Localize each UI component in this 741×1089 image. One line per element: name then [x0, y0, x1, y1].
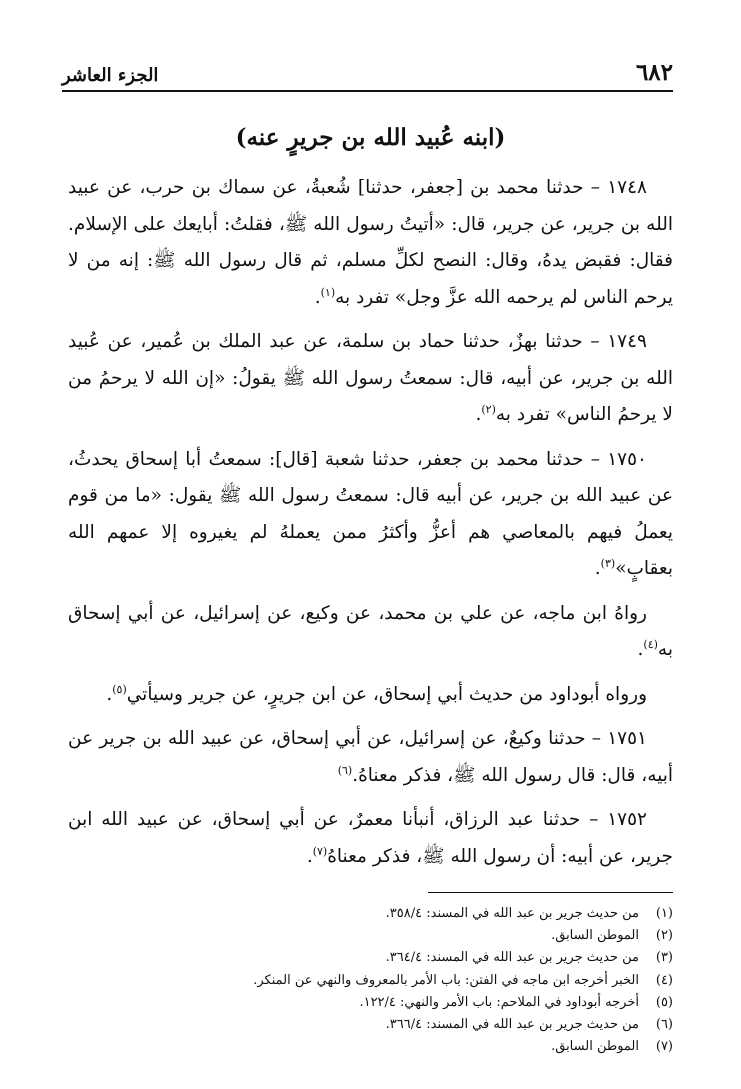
footnote-ref: (٥): [112, 682, 127, 696]
footnote-item: (٥)أخرجه أبوداود في الملاحم: باب الأمر والنهي: ١٢٢/٤.: [359, 994, 673, 1010]
hadith-1752: ١٧٥٢ – حدثنا عبد الرزاق، أنبأنا معمرٌ، عن أبي إسحاق، عن عبيد الله ابن جرير، عن أبيه: أن رسول الله ﷺ، فذكر معناهُ$^{(٧)}$.: [68, 809, 673, 867]
volume-title: الجزء العاشر: [62, 65, 159, 86]
footnote-ref: (٤): [643, 637, 658, 651]
footnote-item: (٦)من حديث جرير بن عبد الله في المسند: ٣٦٦/٤.: [385, 1017, 673, 1033]
footnote-item: (٣)من حديث جرير بن عبد الله في المسند: ٣٦٤/٤.: [385, 950, 673, 966]
footnote-item: (٢)الموطن السابق.: [551, 928, 673, 944]
footnote-divider: [428, 892, 673, 893]
footnote-ref: (٢): [481, 402, 496, 416]
main-text: [68, 170, 673, 883]
footnote-item: (٤)الخبر أخرجه ابن ماجه في الفتن: باب الأمر بالمعروف والنهي عن المنكر.: [253, 972, 673, 988]
footnote-ref: (٣): [600, 556, 616, 570]
page-number: ٦٨٢: [635, 59, 673, 86]
hadith-1750: ١٧٥٠ – حدثنا محمد بن جعفر، حدثنا شعبة [قال]: سمعتُ أبا إسحاق يحدثُ، عن عبيد الله بن جرير، عن أبيه قال: سمعتُ رسول الله ﷺ يقول: «ما من قوم يعملُ فيهم بالمعاصي هم أعزُّ وأكثرُ ممن يعملهُ لم يغيروه إلا عمهم الله بعقابٍ»$^{(٣)}$.: [68, 448, 673, 579]
narration-abu-dawud: ورواه أبوداود من حديث أبي إسحاق، عن ابن جريرٍ، عن جرير وسيأتي$^{(٥)}$.: [106, 682, 647, 705]
hadith-1748: ١٧٤٨ – حدثنا محمد بن [جعفر، حدثنا] شُعبةُ، عن سماك بن حرب، عن عبيد الله بن جرير، عن جرير، قال: «أتيتُ رسول الله ﷺ، فقلتُ: أبايعك على الإسلام. فقال: فقبض يدهُ، وقال: النصح لكلِّ مسلم، ثم قال رسول الله ﷺ: إنه من لا يرحم الناس لم يرحمه الله عزَّ وجل» تفرد به$^{(١)}$.: [68, 177, 673, 308]
footnotes: [68, 903, 673, 1058]
footnote-item: (٧)الموطن السابق.: [551, 1039, 673, 1055]
narration-ibn-majah: رواهُ ابن ماجه، عن علي بن محمد، عن وكيع، عن إسرائيل، عن أبي إسحاق به$^{(٤)}$.: [68, 602, 673, 660]
footnote-ref: (٧): [312, 844, 328, 858]
section-title: (ابنه عُبيد الله بن جريرٍ عنه): [235, 124, 506, 151]
footnote-ref: (١): [320, 285, 336, 299]
footnote-item: (١)من حديث جرير بن عبد الله في المسند: ٣٥٨/٤.: [385, 906, 673, 921]
footnote-ref: (٦): [337, 763, 353, 777]
hadith-1749: ١٧٤٩ – حدثنا بهزٌ، حدثنا حماد بن سلمة، عن عبد الملك بن عُمير، عن عُبيد الله بن جرير، عن أبيه، قال: سمعتُ رسول الله ﷺ يقولُ: «إن الله لا يرحمُ من لا يرحمُ الناس» تفرد به$^{(٢)}$.: [68, 331, 673, 425]
hadith-1751: ١٧٥١ – حدثنا وكيعٌ، عن إسرائيل، عن أبي إسحاق، عن عبيد الله بن جرير عن أبيه، قال: قال رسول الله ﷺ، فذكر معناهُ.$^{(٦)}$: [68, 728, 673, 786]
running-header: [62, 52, 673, 92]
